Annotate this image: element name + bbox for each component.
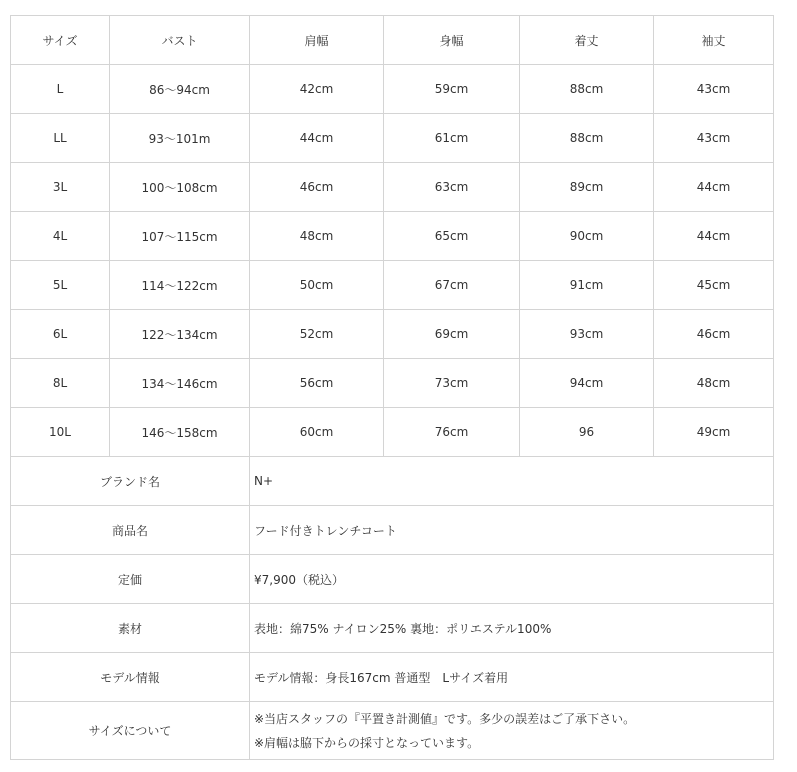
info-label: ブランド名 [11, 457, 250, 506]
body-width-cell: 59cm [384, 65, 520, 114]
info-value: フード付きトレンチコート [250, 506, 774, 555]
info-label: モデル情報 [11, 653, 250, 702]
info-value: 表地：綿75% ナイロン25% 裏地：ポリエステル100% [250, 604, 774, 653]
sleeve-cell: 43cm [654, 65, 774, 114]
body-width-cell: 69cm [384, 310, 520, 359]
size-cell: 3L [11, 163, 110, 212]
shoulder-cell: 56cm [250, 359, 384, 408]
sleeve-cell: 48cm [654, 359, 774, 408]
info-label: 商品名 [11, 506, 250, 555]
bust-cell: 114〜122cm [110, 261, 250, 310]
sleeve-cell: 49cm [654, 408, 774, 457]
table-row [11, 163, 774, 212]
bust-cell: 93〜101m [110, 114, 250, 163]
sleeve-cell: 44cm [654, 163, 774, 212]
size-spec-table [10, 15, 774, 760]
sleeve-cell: 43cm [654, 114, 774, 163]
header-sleeve-length: 袖丈 [654, 16, 774, 65]
table-row [11, 212, 774, 261]
shoulder-cell: 60cm [250, 408, 384, 457]
bust-cell: 107〜115cm [110, 212, 250, 261]
info-label: サイズについて [11, 702, 250, 760]
table-row [11, 310, 774, 359]
shoulder-cell: 52cm [250, 310, 384, 359]
shoulder-cell: 46cm [250, 163, 384, 212]
length-cell: 93cm [520, 310, 654, 359]
shoulder-cell: 50cm [250, 261, 384, 310]
bust-cell: 134〜146cm [110, 359, 250, 408]
sleeve-cell: 46cm [654, 310, 774, 359]
shoulder-cell: 44cm [250, 114, 384, 163]
size-cell: 6L [11, 310, 110, 359]
length-cell: 96 [520, 408, 654, 457]
shoulder-cell: 42cm [250, 65, 384, 114]
table-row [11, 65, 774, 114]
body-width-cell: 67cm [384, 261, 520, 310]
body-width-cell: 65cm [384, 212, 520, 261]
size-table-header-row [11, 16, 774, 65]
header-length: 着丈 [520, 16, 654, 65]
info-label: 定価 [11, 555, 250, 604]
length-cell: 90cm [520, 212, 654, 261]
info-value-notes [250, 702, 774, 760]
header-body-width: 身幅 [384, 16, 520, 65]
bust-cell: 122〜134cm [110, 310, 250, 359]
size-cell: 8L [11, 359, 110, 408]
info-row-material [11, 604, 774, 653]
table-row [11, 114, 774, 163]
size-cell: LL [11, 114, 110, 163]
info-row-price [11, 555, 774, 604]
length-cell: 88cm [520, 114, 654, 163]
size-cell: 10L [11, 408, 110, 457]
bust-cell: 100〜108cm [110, 163, 250, 212]
table-row [11, 261, 774, 310]
length-cell: 94cm [520, 359, 654, 408]
info-value: N+ [250, 457, 774, 506]
info-value: ¥7,900（税込） [250, 555, 774, 604]
size-cell: 4L [11, 212, 110, 261]
body-width-cell: 73cm [384, 359, 520, 408]
header-shoulder-width: 肩幅 [250, 16, 384, 65]
header-size: サイズ [11, 16, 110, 65]
size-cell: L [11, 65, 110, 114]
info-row-brand [11, 457, 774, 506]
bust-cell: 146〜158cm [110, 408, 250, 457]
info-row-product-name [11, 506, 774, 555]
size-note-line: ※当店スタッフの『平置き計測値』です。多少の誤差はご了承下さい。 [254, 711, 636, 726]
body-width-cell: 63cm [384, 163, 520, 212]
header-bust: バスト [110, 16, 250, 65]
info-value: モデル情報：身長167cm 普通型 Lサイズ着用 [250, 653, 774, 702]
table-row [11, 359, 774, 408]
body-width-cell: 76cm [384, 408, 520, 457]
info-label: 素材 [11, 604, 250, 653]
info-row-model [11, 653, 774, 702]
table-row [11, 408, 774, 457]
sleeve-cell: 45cm [654, 261, 774, 310]
info-row-size-note [11, 702, 774, 760]
size-cell: 5L [11, 261, 110, 310]
length-cell: 88cm [520, 65, 654, 114]
size-note-line: ※肩幅は脇下からの採寸となっています。 [254, 735, 480, 750]
bust-cell: 86〜94cm [110, 65, 250, 114]
sleeve-cell: 44cm [654, 212, 774, 261]
length-cell: 89cm [520, 163, 654, 212]
shoulder-cell: 48cm [250, 212, 384, 261]
product-spec-container [10, 15, 774, 760]
length-cell: 91cm [520, 261, 654, 310]
body-width-cell: 61cm [384, 114, 520, 163]
